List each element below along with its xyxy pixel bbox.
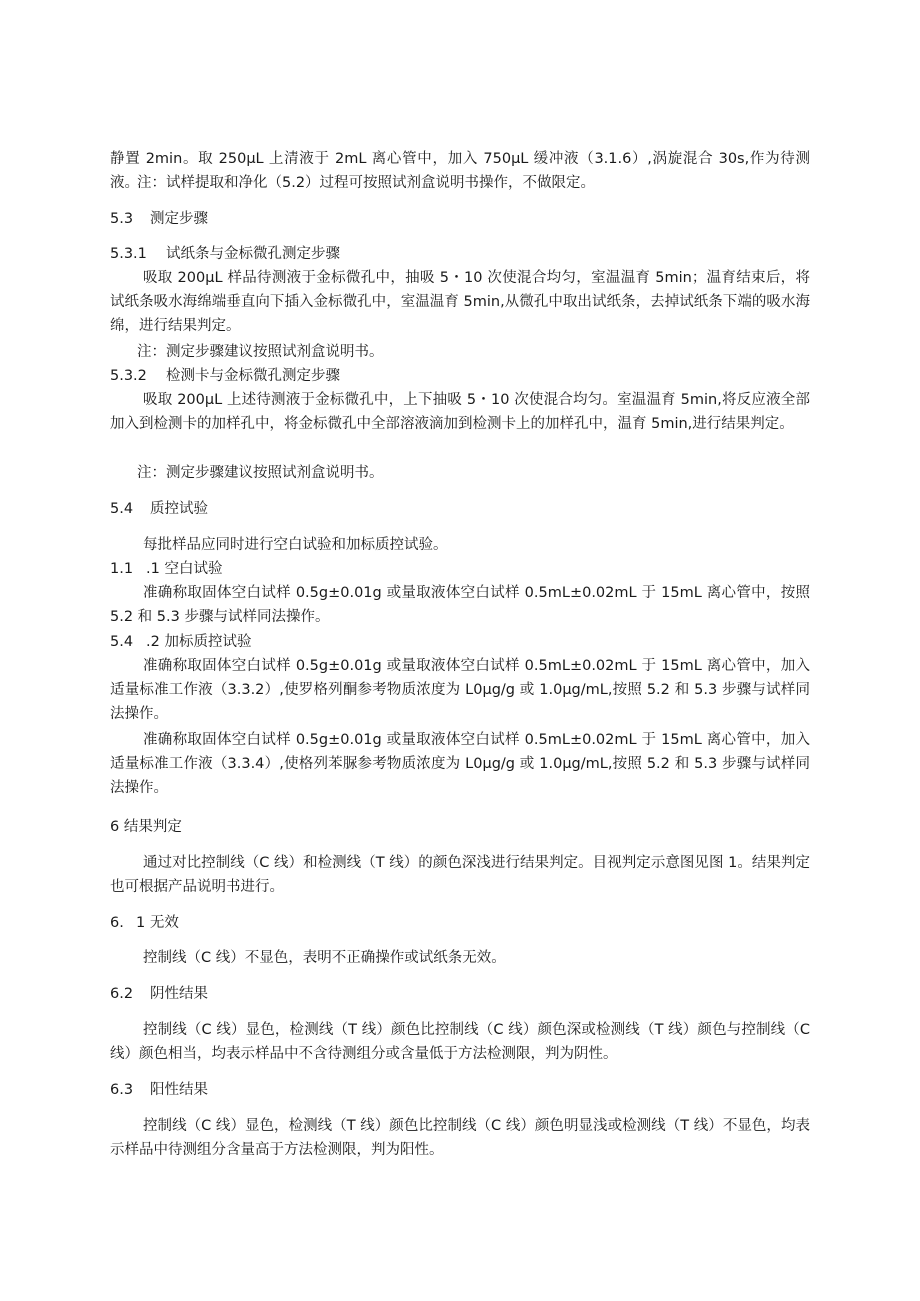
heading-5-4	[110, 497, 208, 521]
heading-number: 5.3	[110, 211, 134, 227]
paragraph-5-4-1: 准确称取固体空白试样 0.5g±0.01g 或量取液体空白试样 0.5mL±0.02mL 于 15mL 离心管中，按照 5.2 和 5.3 步骤与试样同法操作。	[110, 585, 810, 625]
paragraph-6-2: 控制线（C 线）显色，检测线（T 线）颜色比控制线（C 线）颜色深或检测线（T 线）颜色与控制线（C 线）颜色相当，均表示样品中不含待测组分或含量低于方法检测限，判为阴性。	[110, 1022, 810, 1062]
heading-number: 6.3	[110, 1082, 134, 1098]
heading-title: 检测卡与金标微孔测定步骤	[166, 368, 340, 384]
heading-number: 5.4	[110, 501, 134, 517]
paragraph-6-3: 控制线（C 线）显色，检测线（T 线）颜色比控制线（C 线）颜色明显浅或检测线（T 线）不显色，均表示样品中待测组分含量高于方法检测限，判为阳性。	[110, 1118, 810, 1158]
heading-5-3-2	[110, 364, 340, 388]
heading-number: 1.1	[110, 561, 134, 577]
heading-5-3	[110, 207, 208, 231]
heading-title: 阳性结果	[150, 1082, 208, 1098]
paragraph-continuation: 静置 2min。取 250μL 上清液于 2mL 离心管中，加入 750μL 缓冲液（3.1.6）,涡旋混合 30s,作为待测液。	[110, 151, 810, 191]
paragraph-5-4-2-a: 准确称取固体空白试样 0.5g±0.01g 或量取液体空白试样 0.5mL±0.02mL 于 15mL 离心管中，加入适量标准工作液（3.3.2）,使罗格列酮参考物质浓度为 L0μg∕g 或 1.0μg∕mL,按照 5.2 和 5.3 步骤与试样同法操作。	[110, 658, 810, 722]
heading-title: 试纸条与金标微孔测定步骤	[166, 246, 340, 262]
heading-5-4-1	[110, 557, 222, 581]
heading-title: 测定步骤	[150, 211, 208, 227]
note-extraction: 注：试样提取和净化（5.2）过程可按照试剂盒说明书操作，不做限定。	[137, 175, 596, 191]
paragraph-5-3-2: 吸取 200μL 上述待测液于金标微孔中，上下抽吸 5・10 次使混合均匀。室温温育 5min,将反应液全部加入到检测卡的加样孔中，将金标微孔中全部溶液滴加到检测卡上的加样孔中，温育 5min,进行结果判定。	[110, 392, 810, 432]
note-procedure-2: 注：测定步骤建议按照试剂盒说明书。	[137, 465, 384, 481]
heading-6-1	[110, 911, 179, 935]
heading-title: 阴性结果	[150, 986, 208, 1002]
heading-number: 5.4	[110, 634, 134, 650]
heading-number: 6.2	[110, 986, 134, 1002]
paragraph-5-4-2-b: 准确称取固体空白试样 0.5g±0.01g 或量取液体空白试样 0.5mL±0.02mL 于 15mL 离心管中，加入适量标准工作液（3.3.4）,使格列苯脲参考物质浓度为 L0μg∕g 或 1.0μg∕mL,按照 5.2 和 5.3 步骤与试样同法操作。	[110, 732, 810, 796]
heading-5-3-1	[110, 242, 340, 266]
heading-6-2	[110, 982, 208, 1006]
heading-5-4-2	[110, 630, 251, 654]
heading-title: 1 无效	[136, 915, 179, 931]
note-procedure-1: 注：测定步骤建议按照试剂盒说明书。	[137, 344, 384, 360]
heading-number: 5.3.1	[110, 246, 147, 262]
heading-number: 5.3.2	[110, 368, 147, 384]
paragraph-5-3-1: 吸取 200μL 样品待测液于金标微孔中，抽吸 5・10 次使混合均匀，室温温育 5min；温育结束后，将试纸条吸水海绵端垂直向下插入金标微孔中，室温温育 5min,从微孔中取出试纸条，去掉试纸条下端的吸水海绵，进行结果判定。	[110, 270, 810, 334]
heading-6: 6 结果判定	[110, 819, 182, 835]
heading-title: .1 空白试验	[146, 561, 223, 577]
paragraph-6-1: 控制线（C 线）不显色，表明不正确操作或试纸条无效。	[143, 950, 506, 966]
paragraph-5-4: 每批样品应同时进行空白试验和加标质控试验。	[143, 537, 448, 553]
heading-title: 质控试验	[150, 501, 208, 517]
heading-title: .2 加标质控试验	[146, 634, 252, 650]
heading-6-3	[110, 1078, 208, 1102]
heading-number: 6.	[110, 915, 124, 931]
paragraph-6: 通过对比控制线（C 线）和检测线（T 线）的颜色深浅进行结果判定。目视判定示意图见图 1。结果判定也可根据产品说明书进行。	[110, 855, 810, 895]
